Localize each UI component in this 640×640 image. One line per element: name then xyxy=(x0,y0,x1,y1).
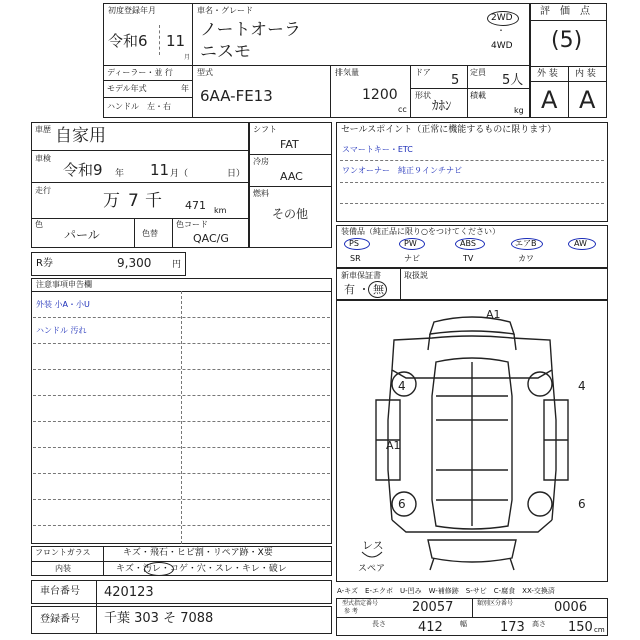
car-grade: ニスモ xyxy=(200,42,251,62)
manual-label: 取扱説 xyxy=(404,271,428,280)
equip-sr: SR xyxy=(350,254,361,263)
chassis-value: 420123 xyxy=(104,585,154,600)
spare-note: レス xyxy=(362,539,384,552)
diagram-mark-6-right: 6 xyxy=(578,497,586,511)
diagram-mark-a1-front: A1 xyxy=(486,308,501,321)
first-reg-month: 11 xyxy=(166,32,186,50)
sales-label: セールスポイント（正常に機能するものに限ります） xyxy=(341,125,557,135)
mileage-sen: 千 xyxy=(145,191,162,211)
drive-4wd: 4WD xyxy=(491,41,513,51)
sales-item-1: スマートキー・ETC xyxy=(342,145,413,154)
car-name: ノートオーラ xyxy=(200,20,301,40)
width-label: 幅 xyxy=(460,620,467,628)
front-glass-label: フロントガラス xyxy=(35,548,91,557)
interior-grade: A xyxy=(579,86,596,114)
color-code-label: 色コード xyxy=(176,220,208,229)
equip-tv: TV xyxy=(463,254,474,263)
recycle-unit: 円 xyxy=(172,260,182,270)
interior-cond-label: 内装 xyxy=(55,564,71,573)
registration-value: 千葉 303 そ 7088 xyxy=(104,611,214,626)
equip-ps: PS xyxy=(349,239,359,248)
exterior-label: 外 装 xyxy=(537,69,558,79)
spare-label: スペア xyxy=(358,564,386,574)
interior-cond-options: キズ・汚レ・コゲ・穴・スレ・キレ・破レ xyxy=(116,564,287,574)
front-glass-options: キズ・飛石・ヒビ割・リペア跡・X要 xyxy=(123,548,273,558)
color-value: パール xyxy=(64,228,100,242)
warranty-label: 新車保証書 xyxy=(341,271,381,280)
dealer-label: ディーラー・並 行 xyxy=(107,68,173,77)
inspection-month-unit: 月（ xyxy=(170,169,189,179)
equip-abs: ABS xyxy=(460,239,476,248)
inspection-label: 車検 xyxy=(35,154,51,163)
model-code: 6AA-FE13 xyxy=(200,87,273,105)
diagram-mark-a1-side: A1 xyxy=(386,439,401,452)
shape: ｶﾎﾝ xyxy=(432,99,452,114)
color-label: 色 xyxy=(35,220,43,229)
first-reg-label: 初度登録年月 xyxy=(108,6,156,15)
ac-label: 冷房 xyxy=(253,157,269,166)
note-item-1: 外装 小A・小U xyxy=(36,300,90,309)
recycle-amount: 9,300 xyxy=(117,256,152,270)
diagram-mark-4-right: 4 xyxy=(578,379,586,393)
score-label: 評 価 点 xyxy=(540,6,590,17)
height-value: 150 xyxy=(568,620,593,635)
header-box xyxy=(103,3,530,118)
recycle-label: R券 xyxy=(36,258,53,269)
diagram-mark-6-left: 6 xyxy=(398,497,406,511)
color-code: QAC/G xyxy=(193,232,229,245)
equip-navi: ナビ xyxy=(404,254,420,263)
note-item-2: ハンドル 汚れ xyxy=(36,326,87,335)
capacity-label: 定員 xyxy=(470,68,486,77)
model-cert: 20057 xyxy=(412,600,454,615)
recycle-box xyxy=(31,252,186,276)
notes-label: 注意事項申告欄 xyxy=(36,280,92,289)
model-year-label: モデル年式 xyxy=(107,84,147,93)
car-name-label: 車名・グレード xyxy=(197,6,253,15)
shape-label: 形状 xyxy=(415,91,431,100)
inspection-month: 11 xyxy=(150,161,170,179)
overall-score: (5) xyxy=(551,28,583,53)
length-value: 412 xyxy=(418,620,443,635)
mileage-man: 万 xyxy=(103,191,120,211)
displacement-label: 排気量 xyxy=(335,68,359,77)
capacity: 5人 xyxy=(502,73,524,88)
equipment-label: 装備品（純正品に限り○をつけてください） xyxy=(341,227,500,236)
inspection-year-unit: 年 xyxy=(115,169,125,179)
equip-airbag: エアB xyxy=(515,239,537,248)
door-label: ドア xyxy=(415,68,431,77)
sales-item-2: ワンオーナー 純正９インチナビ xyxy=(342,166,462,175)
shift-label: シフト xyxy=(253,125,277,134)
km-unit: km xyxy=(214,206,227,215)
drive-dot: ・ xyxy=(497,26,505,35)
interior-selected-circle xyxy=(144,562,174,576)
mileage-rest: 471 xyxy=(185,199,206,212)
height-label: 高さ xyxy=(532,620,546,628)
registration-label: 登録番号 xyxy=(40,614,80,625)
cc-unit: cc xyxy=(398,105,407,114)
diagram-mark-4-left: 4 xyxy=(398,379,406,393)
damage-legend: A-キズ E-エクボ U-凹み W-補修跡 S-サビ C-腐食 XX-交換済 xyxy=(337,587,555,595)
length-label: 長さ xyxy=(372,620,386,628)
exterior-grade: A xyxy=(541,86,558,114)
load-label: 積載 xyxy=(470,91,486,100)
mileage-label: 走行 xyxy=(35,186,51,195)
drive-2wd: 2WD xyxy=(491,13,513,23)
equip-pw: PW xyxy=(404,239,417,248)
displacement: 1200 xyxy=(362,87,398,103)
equip-leather: カワ xyxy=(518,254,534,263)
equip-aw: AW xyxy=(574,239,587,248)
interior-label: 内 装 xyxy=(575,69,596,79)
warranty-selected-circle xyxy=(368,281,387,298)
fuel-value: その他 xyxy=(272,207,309,221)
model-year-unit: 年 xyxy=(181,84,189,93)
class-code: 0006 xyxy=(554,600,588,615)
mileage-7: 7 xyxy=(128,191,139,211)
width-value: 173 xyxy=(500,620,525,635)
doors: 5 xyxy=(451,73,460,88)
handle-label: ハンドル 左・右 xyxy=(107,102,171,111)
type-label: 型式 xyxy=(197,68,213,77)
first-reg-era: 令和6 xyxy=(108,32,148,50)
inspection-day-unit: 日） xyxy=(227,169,246,179)
kg-unit: kg xyxy=(514,106,524,115)
inspection-era: 令和9 xyxy=(63,161,103,179)
first-reg-month-unit: 月 xyxy=(184,54,191,61)
ac-value: AAC xyxy=(280,170,303,183)
usage-label: 車歴 xyxy=(35,125,51,134)
ref-label: 参 考 xyxy=(344,608,358,615)
shift-value: FAT xyxy=(280,138,299,151)
class-label: 類別区分番号 xyxy=(477,600,514,607)
usage-value: 自家用 xyxy=(55,126,106,146)
cm-unit: cm xyxy=(594,626,605,634)
fuel-label: 燃料 xyxy=(253,189,269,198)
chassis-label: 車台番号 xyxy=(40,586,80,597)
model-cert-label: 型式指定番号 xyxy=(342,600,379,607)
color-change-label: 色替 xyxy=(142,229,158,238)
warranty-value: 有 ・ 無 xyxy=(344,283,384,296)
